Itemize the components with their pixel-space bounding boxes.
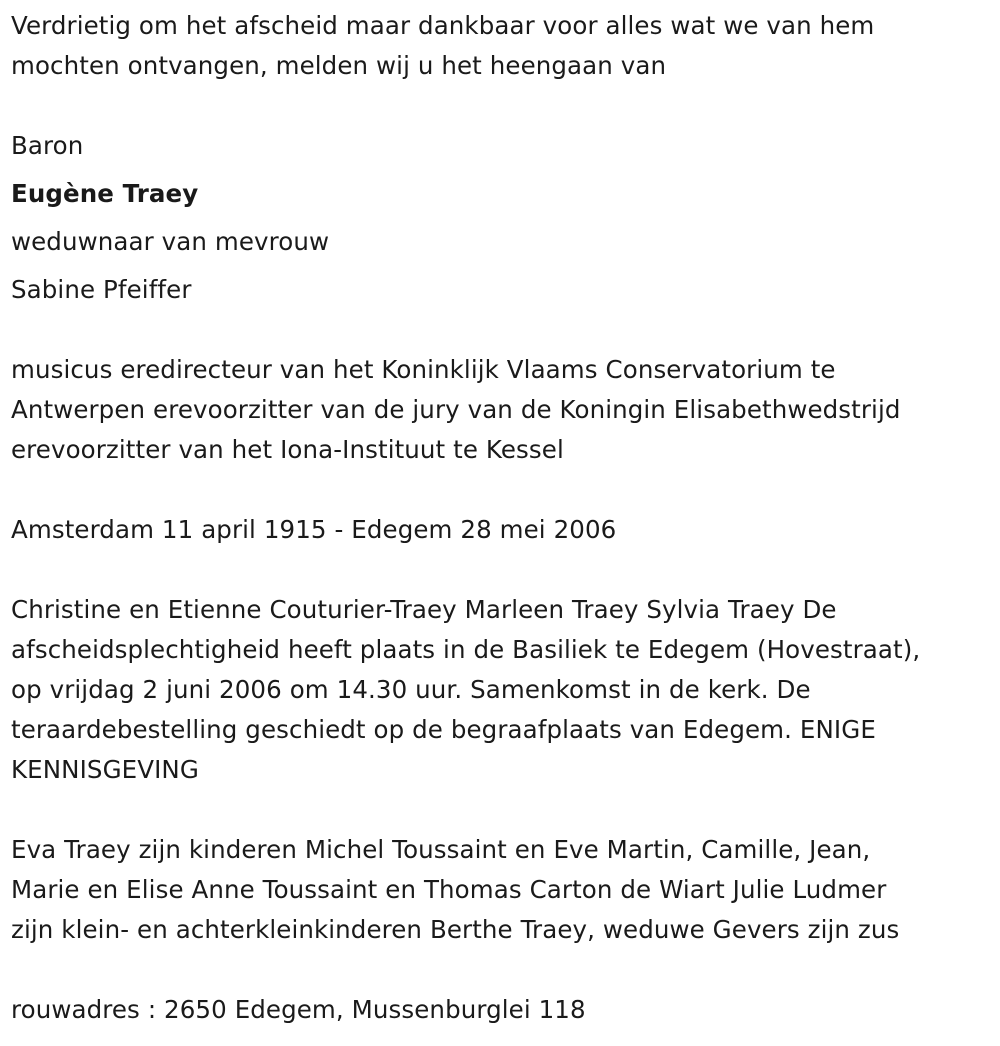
career-line: musicus eredirecteur van het Koninklijk Vlaams Conservatorium te — [11, 355, 836, 384]
ceremony-paragraph — [11, 590, 992, 790]
ceremony-line: op vrijdag 2 juni 2006 om 14.30 uur. Samenkomst in de kerk. De — [11, 675, 811, 704]
career-paragraph — [11, 350, 992, 470]
intro-line: mochten ontvangen, melden wij u het heengaan van — [11, 51, 667, 80]
family-line: Eva Traey zijn kinderen Michel Toussaint en Eve Martin, Camille, Jean, — [11, 835, 871, 864]
family-paragraph — [11, 830, 992, 950]
career-line: erevoorzitter van het Iona-Instituut te Kessel — [11, 435, 564, 464]
mourning-address: rouwadres : 2650 Edegem, Mussenburglei 118 — [11, 995, 586, 1024]
intro-paragraph — [11, 6, 992, 86]
ceremony-line: Christine en Etienne Couturier-Traey Marleen Traey Sylvia Traey De — [11, 595, 837, 624]
family-line: zijn klein- en achterkleinkinderen Berthe Traey, weduwe Gevers zijn zus — [11, 915, 900, 944]
deceased-relation: weduwnaar van mevrouw — [11, 227, 330, 256]
deceased-name: Eugène Traey — [11, 179, 199, 208]
spouse-name: Sabine Pfeiffer — [11, 275, 192, 304]
deceased-title: Baron — [11, 131, 84, 160]
ceremony-line: teraardebestelling geschiedt op de begraafplaats van Edegem. ENIGE — [11, 715, 876, 744]
intro-line: Verdrietig om het afscheid maar dankbaar voor alles wat we van hem — [11, 11, 875, 40]
life-dates: Amsterdam 11 april 1915 - Edegem 28 mei 2006 — [11, 515, 617, 544]
career-line: Antwerpen erevoorzitter van de jury van de Koningin Elisabethwedstrijd — [11, 395, 901, 424]
ceremony-line: KENNISGEVING — [11, 755, 199, 784]
ceremony-line: afscheidsplechtigheid heeft plaats in de Basiliek te Edegem (Hovestraat), — [11, 635, 921, 664]
family-line: Marie en Elise Anne Toussaint en Thomas Carton de Wiart Julie Ludmer — [11, 875, 887, 904]
